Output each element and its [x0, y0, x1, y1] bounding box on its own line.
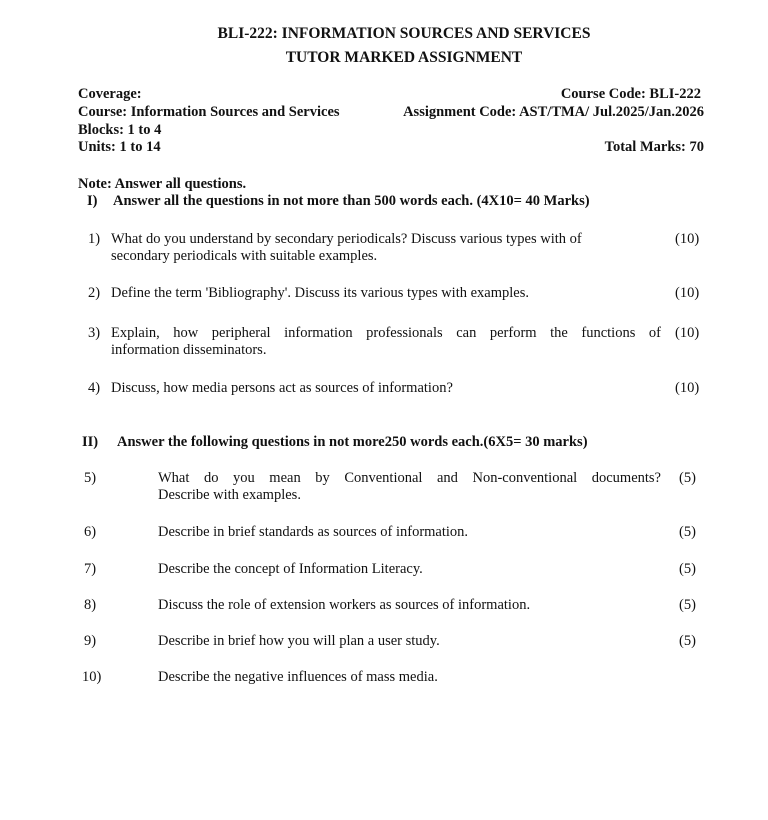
section2-instruction: Answer the following questions in not more250 words each.(6X5= 30 marks) — [117, 434, 588, 450]
course-code: Course Code: BLI-222 — [560, 86, 701, 102]
question-text: Describe the concept of Information Literacy. — [158, 561, 423, 577]
section2-numeral: II) — [82, 434, 99, 450]
question-number: 9) — [84, 633, 97, 649]
total-marks: Total Marks: 70 — [604, 139, 704, 155]
units: Units: 1 to 14 — [78, 139, 161, 155]
document-subtitle: TUTOR MARKED ASSIGNMENT — [285, 49, 523, 66]
question-text: What do you understand by secondary periodicals? Discuss various types with of secondary periodicals with suitable examples. — [111, 231, 582, 264]
question-number: 4) — [88, 380, 101, 396]
question-marks: (5) — [679, 561, 696, 577]
question-text: Discuss the role of extension workers as sources of information. — [158, 597, 531, 613]
coverage-label: Coverage: — [78, 86, 142, 102]
question-marks: (5) — [679, 597, 696, 613]
question-text: Discuss, how media persons act as sources of information? — [111, 380, 453, 396]
question-marks: (10) — [675, 380, 700, 396]
section1-numeral: I) — [87, 193, 98, 209]
question-number: 6) — [84, 524, 97, 540]
question-marks: (10) — [675, 231, 700, 247]
question-marks: (10) — [675, 285, 700, 301]
document-title: BLI-222: INFORMATION SOURCES AND SERVICES — [217, 25, 591, 42]
question-text: What do you mean by Conventional and Non-conventional documents? Describe with examples. — [158, 470, 661, 503]
question-number: 2) — [88, 285, 101, 301]
question-number: 5) — [84, 470, 97, 486]
note: Note: Answer all questions. — [78, 176, 247, 192]
question-marks: (5) — [679, 633, 696, 649]
blocks: Blocks: 1 to 4 — [78, 122, 162, 138]
question-number: 3) — [88, 325, 101, 341]
question-text: Explain, how peripheral information professionals can perform the functions of information disseminators. — [111, 325, 661, 358]
question-marks: (10) — [675, 325, 700, 341]
section1-instruction: Answer all the questions in not more than 500 words each. (4X10= 40 Marks) — [113, 193, 590, 209]
question-text: Describe in brief standards as sources of information. — [158, 524, 469, 540]
question-marks: (5) — [679, 470, 696, 486]
question-number: 10) — [82, 669, 102, 685]
question-number: 7) — [84, 561, 97, 577]
assignment-code: Assignment Code: AST/TMA/ Jul.2025/Jan.2026 — [403, 104, 704, 120]
question-number: 1) — [88, 231, 101, 247]
question-marks: (5) — [679, 524, 696, 540]
course-name: Course: Information Sources and Services — [78, 104, 340, 120]
question-text: Describe in brief how you will plan a user study. — [158, 633, 440, 649]
question-number: 8) — [84, 597, 97, 613]
question-text: Describe the negative influences of mass media. — [158, 669, 438, 685]
question-text: Define the term 'Bibliography'. Discuss its various types with examples. — [111, 285, 530, 301]
